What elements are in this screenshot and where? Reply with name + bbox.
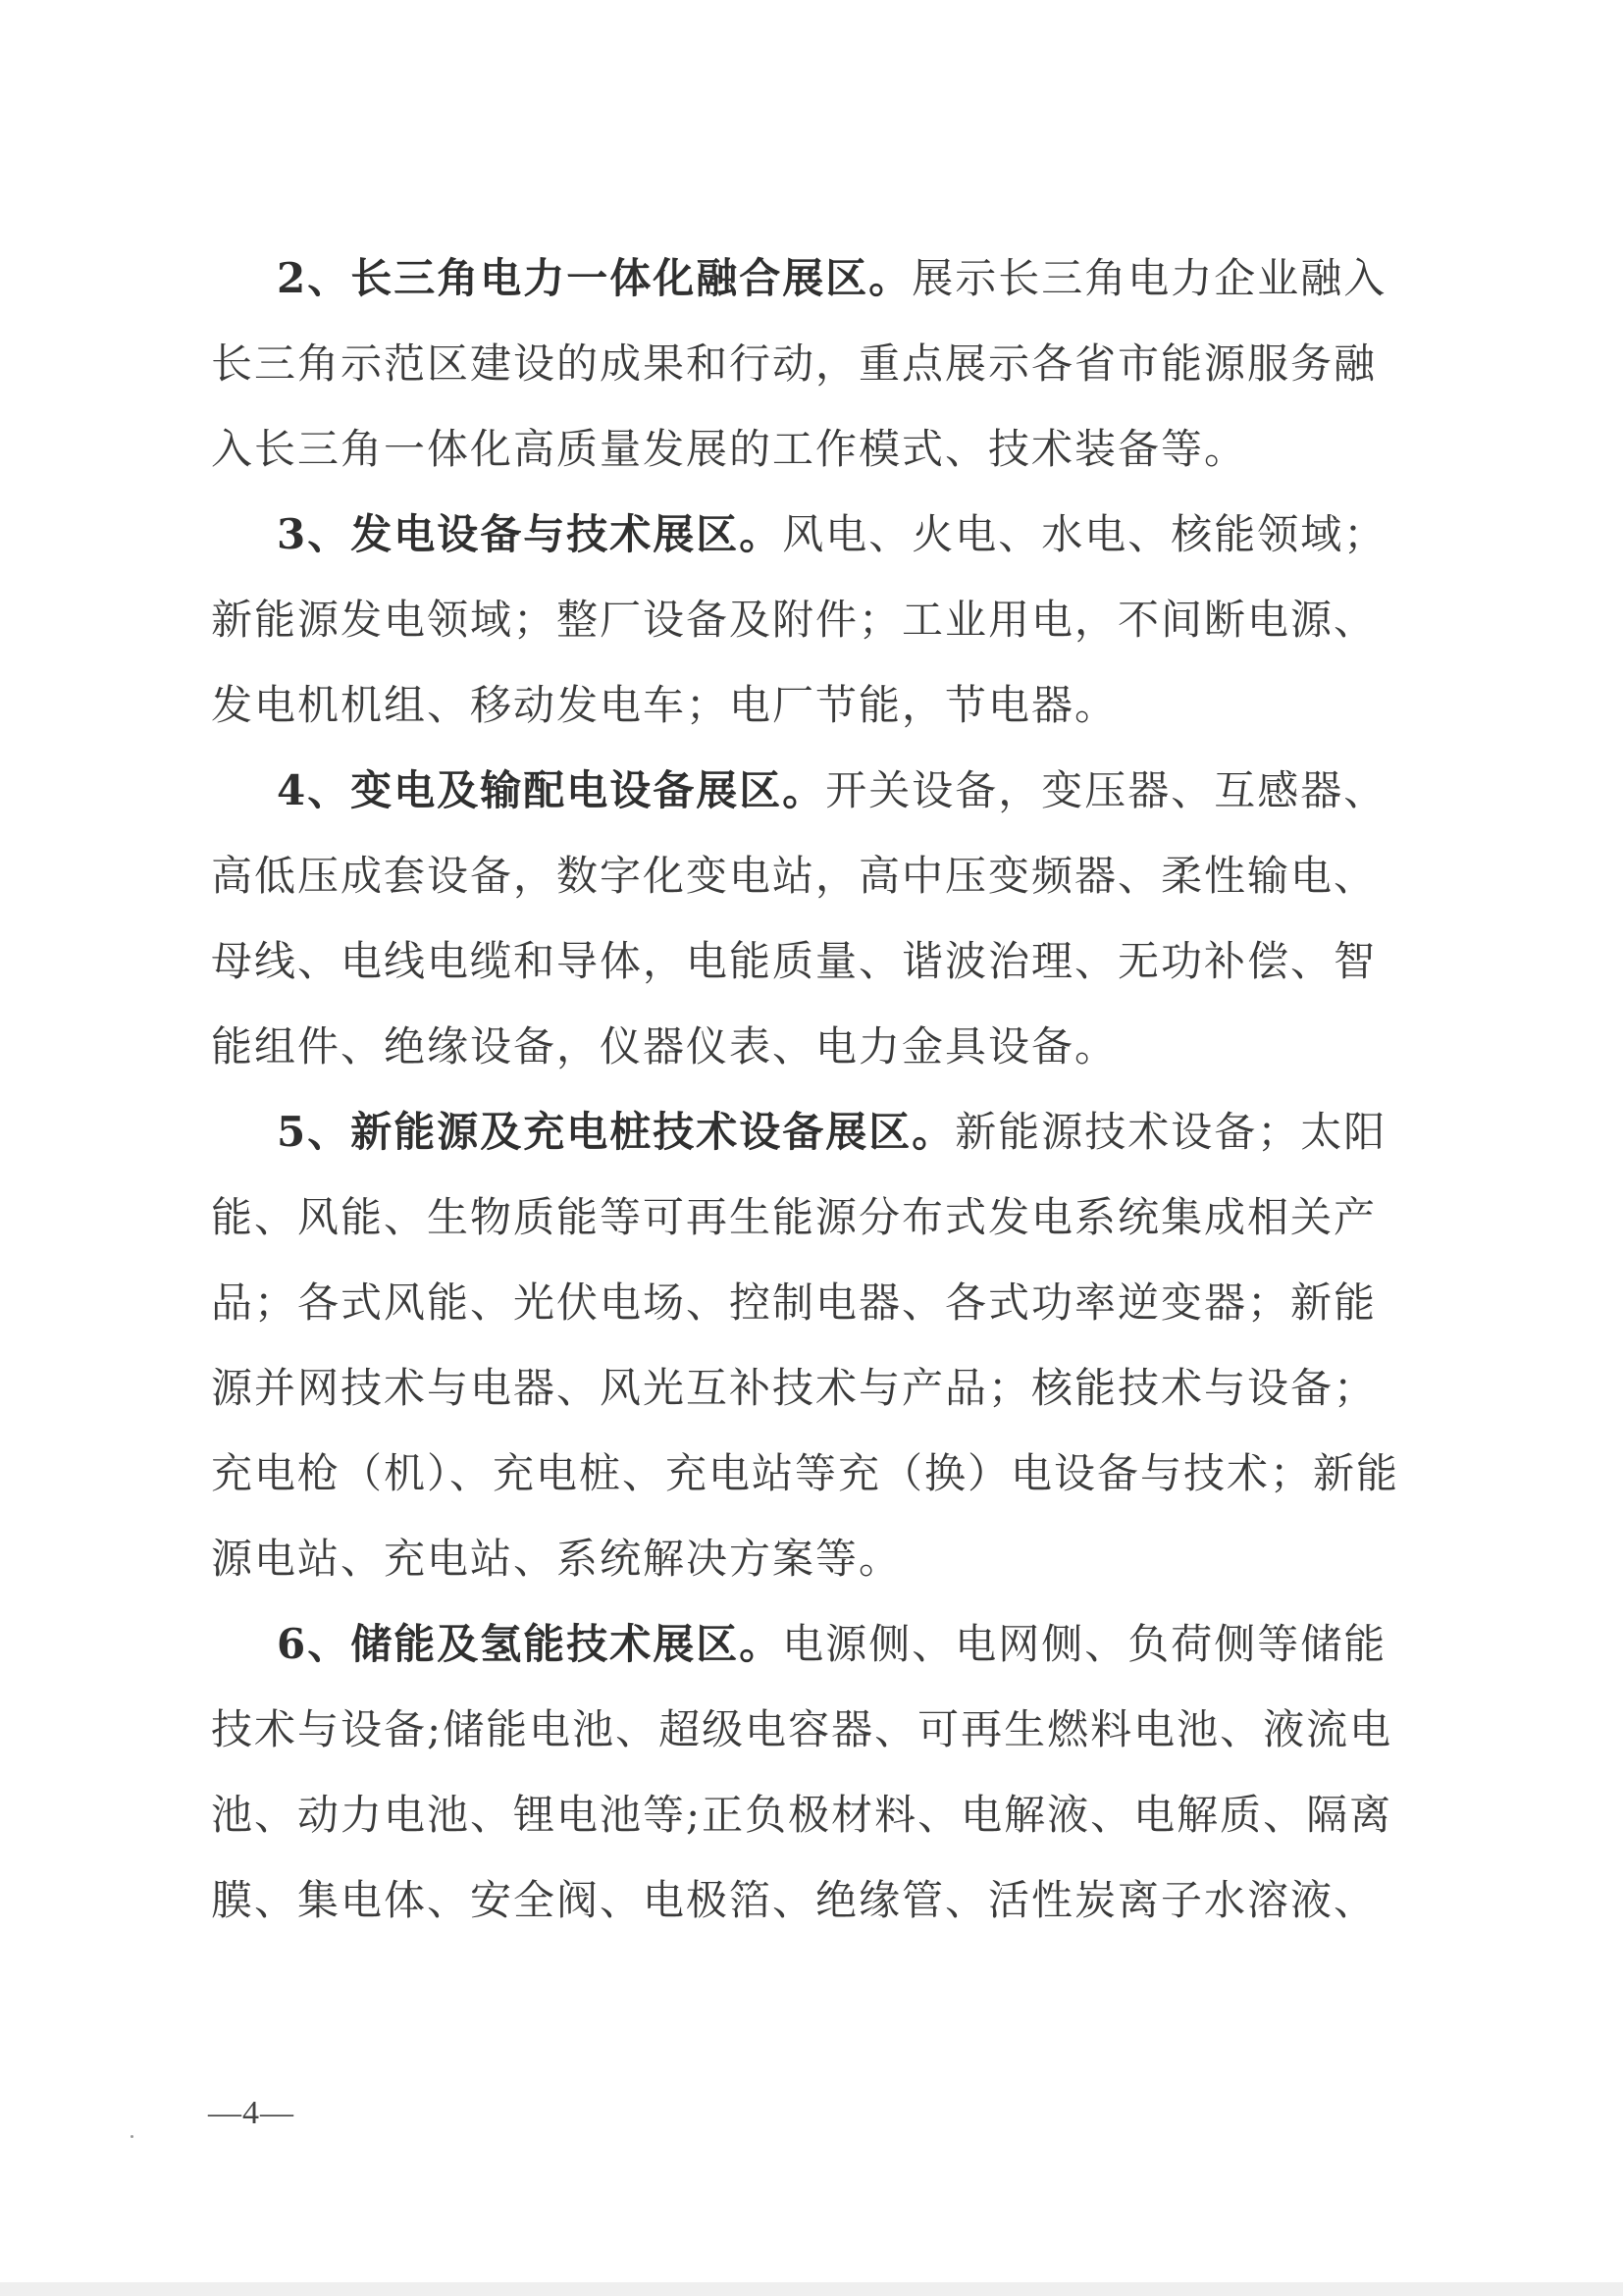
section-heading: 3、发电设备与技术展区。 (277, 510, 783, 558)
section-heading: 6、储能及氢能技术展区。 (277, 1620, 783, 1668)
paragraph-line: 长三角示范区建设的成果和行动，重点展示各省市能源服务融 (211, 339, 1378, 388)
paragraph-line: 能、风能、生物质能等可再生能源分布式发电系统集成相关产 (211, 1193, 1378, 1241)
paragraph-line (211, 1089, 1388, 1174)
section-heading: 2、长三角电力一体化融合展区。 (277, 254, 913, 302)
paragraph-line: 膜、集电体、安全阀、电极箔、绝缘管、活性炭离子水溶液、 (211, 1876, 1378, 1924)
paragraph-text: 新能源技术设备；太阳 (955, 1108, 1387, 1156)
paragraph-line: 母线、电线电缆和导体，电能质量、谐波治理、无功补偿、智 (211, 937, 1378, 985)
paragraph-line: 品；各式风能、光伏电场、控制电器、各式功率逆变器；新能 (211, 1278, 1378, 1327)
paragraph-line: 能组件、绝缘设备，仪器仪表、电力金具设备。 (211, 1022, 1119, 1070)
paragraph-line: 源并网技术与电器、风光互补技术与产品；核能技术与设备； (211, 1364, 1378, 1412)
paragraph-section-6 (211, 1601, 1393, 1943)
scan-speck (131, 2135, 133, 2138)
paragraph-line (211, 748, 1388, 833)
paragraph-line: 充电枪（机）、充电桩、充电站等充（换）电设备与技术；新能 (211, 1449, 1400, 1497)
paragraph-text: 展示长三角电力企业融入 (912, 254, 1387, 302)
paragraph-line: 入长三角一体化高质量发展的工作模式、技术装备等。 (211, 425, 1248, 473)
paragraph-line: 源电站、充电站、系统解决方案等。 (211, 1535, 903, 1583)
paragraph-line: 发电机机组、移动发电车；电厂节能，节电器。 (211, 681, 1119, 729)
paragraph-section-5 (211, 1089, 1400, 1601)
paragraph-line (211, 235, 1388, 321)
section-heading: 4、变电及输配电设备展区。 (277, 766, 826, 814)
paragraph-text: 风电、火电、水电、核能领域； (782, 510, 1387, 558)
paragraph-line: 新能源发电领域；整厂设备及附件；工业用电，不间断电源、 (211, 596, 1378, 644)
paragraph-line: 技术与设备;储能电池、超级电容器、可再生燃料电池、液流电 (211, 1705, 1393, 1753)
paragraph-line (211, 492, 1388, 577)
paragraph-section-2 (211, 235, 1388, 492)
paragraph-section-3 (211, 492, 1388, 748)
paragraph-line: 高低压成套设备，数字化变电站，高中压变频器、柔性输电、 (211, 852, 1378, 900)
paragraph-section-4 (211, 748, 1388, 1089)
section-heading: 5、新能源及充电桩技术设备展区。 (277, 1108, 956, 1156)
document-body (211, 235, 1400, 1943)
paragraph-text: 电源侧、电网侧、负荷侧等储能 (782, 1620, 1387, 1668)
paragraph-line: 池、动力电池、锂电池等;正负极材料、电解液、电解质、隔离 (211, 1791, 1393, 1839)
scan-bottom-edge (0, 2282, 1623, 2296)
paragraph-text: 开关设备，变压器、互感器、 (825, 766, 1387, 814)
paragraph-line (211, 1601, 1388, 1687)
page-number: —4— (208, 2095, 294, 2131)
